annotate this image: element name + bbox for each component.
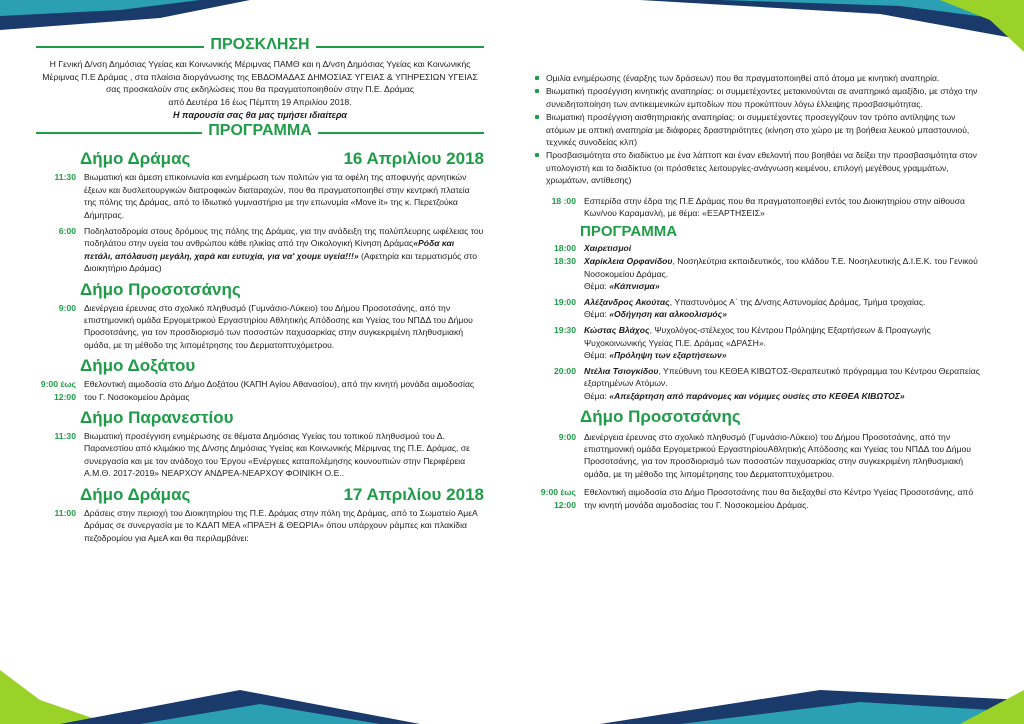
theme-label: Θέμα: [584, 309, 610, 320]
theme-title: «Οδήγηση και αλκοολισμός» [609, 309, 727, 320]
event-time [32, 378, 84, 403]
event-entry [36, 171, 484, 221]
speaker-role: , Υπεύθυνη του ΚΕΘΕΑ ΚΙΒΩΤΟΣ-Θεραπευτικό πρόγραμμα του Κέντρου Θεραπείας εξαρτημένων Ατόμων. [584, 365, 980, 389]
municipality-name: Δήμο Προσοτσάνης [580, 406, 741, 426]
event-entry [36, 507, 484, 544]
event-entry [36, 430, 484, 480]
municipality-name: Δήμο Παρανεστίου [80, 408, 234, 428]
invitation-title: ΠΡΟΣΚΛΗΣΗ [204, 36, 315, 53]
left-column [36, 36, 484, 548]
event-description: Διενέργεια έρευνας στο σχολικό πληθυσμό (Γυμνάσιο-Λύκειο) του Δήμου Προσοτσάνης, από την επιστημονική ομάδα Εργομετρικού Εργαστηρίου Αθλητικής Απόδοσης και Υγείας του ΝΠΔΔ του Δήμου Προσοτσάνης, για τον προσδιορισμό των ποσοστών παχυσαρκίας στην συγκεκριμένη πληθυσμιακή ομάδα, με τη μέθοδο της λιπομέτρησης του Δερματοπτυχόμετρου. [84, 302, 473, 350]
intro-line-4: από Δευτέρα 16 έως Πέμπτη 19 Απριλίου 2018. [168, 96, 352, 107]
theme-title: «Πρόληψη των εξαρτήσεων» [609, 350, 727, 361]
event-entry [532, 486, 984, 511]
event-time: 11:00 [54, 507, 76, 518]
schedule-time: 18:00 [554, 243, 576, 254]
event-description: Βιωματική και άμεση επικοινωνία και ενημέρωση των πολιτών για τα οφέλη της αποφυγής αρνητικών έξεων και δυσλειτουργικών διατροφικών διαταραχών, που θα πραγματοποιηθεί στην κεντρική πλατεία της πόλης της Δράμας, από το Ιδιωτικό γυμναστήριο με την επωνυμία «Move it» της κ. Περετζούκα Δήμητρας. [84, 172, 470, 220]
event-text: (Αφετηρία και τερματισμός στο Διοικητήριο Δράμας) [84, 250, 478, 274]
program-subtitle: ΠΡΟΓΡΑΜΜΑ [580, 223, 678, 241]
intro-line-1: Η Γενική Δ/νση Δημόσιας Υγείας και Κοινωνικής Μέριμνας ΠΑΜΘ και η Δ/νση Δημόσιας Υγείας και Κοινωνικής [49, 59, 471, 69]
event-entry [532, 431, 984, 481]
schedule-row [532, 365, 984, 403]
municipality-heading [80, 356, 484, 376]
list-item: Βιωματική προσέγγιση κινητικής αναπηρίας: οι συμμετέχοντες μετακινούνται σε αναπηρικό αμαξίδιο, με στόχο την συνειδητοποίηση των αντικειμενικών εμποδίων που προκύπτουν λόγω έλλειψης προσβασιμότητας. [532, 85, 984, 110]
event-description: Εθελοντική αιμοδοσία στο Δήμο Δοξάτου (ΚΑΠΗ Αγίου Αθανασίου), από την κινητή μονάδα αιμοδοσίας του Γ. Νοσοκομείου Δράμας [84, 379, 475, 402]
speaker-name: Ντέλια Τσιογκίδου [584, 365, 659, 376]
schedule-detail [584, 324, 984, 362]
schedule-detail [584, 365, 984, 403]
schedule-time: 19:00 [554, 296, 576, 307]
time-start: 9:00 έως [540, 487, 576, 498]
municipality-heading [80, 149, 484, 169]
event-time [532, 486, 584, 511]
event-description: Εσπερίδα στην έδρα της Π.Ε Δράμας που θα πραγματοποιηθεί εντός του Διοικητηρίου στην αίθουσα Κων/νου Καραμανλή, με θέμα: «ΕΞΑΡΤΗΣΕΙΣ» [584, 195, 965, 219]
municipality-heading [80, 280, 484, 300]
event-description: Εθελοντική αιμοδοσία στο Δήμο Προσοτσάνης που θα διεξαχθεί στο Κέντρο Υγείας Προσοτσάνης, από την κινητή μονάδα αιμοδοσίας του Γ. Νοσοκομείου Δράμας. [584, 487, 974, 510]
list-item: Προσβασιμότητα στο διαδίκτυο με ένα λάπτοπ και έναν εθελοντή που βοηθάει να δείξει την προσβασιμότητα στον υπολογιστή και το διαδίκτυο (οι πρόσθετες λειτουργίες-ανάγνωση κειμένου, επιλογή μεγέθους γραμμάτων, χρωμάτων, αντίθεσης) [532, 149, 984, 186]
municipality-heading [80, 485, 484, 505]
event-description [84, 225, 484, 275]
speaker-role: , Υπαστυνόμος Α΄ της Δ/νσης Αστυνομίας Δράμας, Τμήμα τροχαίας. [669, 296, 926, 307]
bottom-left-lime-wave [0, 670, 110, 724]
event-entry [36, 225, 484, 275]
intro-line-2: Μέριμνας Π.Ε Δράμας , στα πλαίσια διοργάνωσης της ΕΒΔΟΜΑΔΑΣ ΔΗΜΟΣΙΑΣ ΥΓΕΙΑΣ & ΥΠΗΡΕΣΙΩΝ ΥΓΕΙΑΣ [42, 71, 478, 82]
schedule-time: 20:00 [554, 365, 576, 376]
speaker-name: Αλέξανδρος Ακούτας [584, 296, 670, 307]
speaker-role: , Ψυχολόγος-στέλεχος του Κέντρου Πρόληψης Εξαρτήσεων & Προαγωγής Ψυχοκοινωνικής Υγείας Π.Ε. Δράμας «ΔΡΑΣΗ». [584, 325, 931, 348]
speaker-name: Χαρίκλεια Ορφανίδου [584, 256, 673, 267]
program-schedule [532, 242, 984, 402]
event-entry [36, 378, 484, 403]
speaker-role: , Νοσηλεύτρια εκπαιδευτικός, του κλάδου Τ.Ε. Νοσηλευτικής Δ.Ι.Ε.Κ. του Γενικού Νοσοκομείου Δράμας. [584, 256, 978, 279]
event-time: 18 :00 [551, 195, 576, 206]
event-slogan: «Ρόδα και πετάλι, απόλαυση μεγάλη, χαρά και ευτυχία, για να' χουμε υγεία!!!» [84, 238, 455, 261]
municipality-name: Δήμο Δράμας [80, 484, 191, 504]
theme-title: «Απεξάρτηση από παράνομες και νόμιμες ουσίες στο ΚΕΘΕΑ ΚΙΒΩΤΟΣ» [609, 391, 905, 401]
schedule-row [532, 324, 984, 362]
intro-text [36, 58, 484, 108]
event-description: Διενέργεια έρευνας στο σχολικό πληθυσμό (Γυμνάσιο-Λύκειο) του Δήμου Προσοτσάνης, από την επιστημονική ομάδα Εργομετρικού ΕργαστηρίουΑθλητικής Απόδοσης και Υγείας του ΝΠΔΔ του Δήμου Προσοτσάνης, για τον προσδιορισμό των ποσοστών παχυσαρκίας στην συγκεκριμένη πληθυσμιακή ομάδα, με τη μέθοδο της λιπομέτρησης του Δερματοπτυχόμετρου. [584, 431, 971, 479]
activity-list [532, 72, 984, 187]
time-start: 9:00 έως [40, 379, 76, 390]
event-entry [36, 302, 484, 352]
municipality-name: Δήμο Δοξάτου [80, 356, 196, 376]
right-column [532, 72, 984, 515]
event-time: 6:00 [58, 226, 76, 236]
theme-label: Θέμα: [584, 350, 610, 361]
event-description: Δράσεις στην περιοχή του Διοικητηρίου της Π.Ε. Δράμας στην πόλη της Δράμας, από το Σωματείο ΑμεΑ Δράμας σε συνεργασία με το ΚΔΑΠ ΜΕΑ «ΠΡΑΞΗ & ΘΕΩΡΙΑ» όπου υπάρχουν ράμπες και πλακίδια πεζοδρομίου για ΑμεΑ και θα περιλαμβάνει: [84, 507, 478, 543]
theme-label: Θέμα: [584, 391, 610, 401]
event-time: 9:00 [58, 302, 76, 313]
event-description: Βιωματική προσέγγιση ενημέρωσης σε θέματα Δημόσιας Υγείας του τοπικού πληθυσμού του Δ. Παρανεστίου από κλιμάκιο της Δ/νσης Δημόσιας Υγείας και Κοινωνικής Μέριμνας της Π.Ε. Δράμας, σε συνεργασία και με τον ανάδοχο του Έργου «Ενέργειες καταπολέμησης κουνουπιών στην Περιφέρεια Α.Μ.Θ. 2017-2019» ΝΕΑΡΧΟΥ ΑΝΔΡΕΑ-ΝΕΑΡΧΟΥ ΦΟΙΝΙΚΗ Ο.Ε.. [84, 431, 470, 479]
schedule-row [532, 242, 984, 255]
speaker-name: Χαιρετισμοί [584, 243, 632, 254]
schedule-time: 18:30 [554, 256, 576, 267]
event-time: 9:00 [558, 431, 576, 442]
time-end: 12:00 [554, 499, 576, 510]
event-entry [532, 195, 984, 220]
schedule-detail [584, 255, 984, 293]
presence-line: Η παρουσία σας θα μας τιμήσει ιδιαίτερα [172, 110, 348, 121]
time-end: 12:00 [54, 391, 76, 402]
municipality-name: Δήμο Προσοτσάνης [80, 279, 241, 299]
list-item: Ομιλία ενημέρωσης (έναρξης των δράσεων) που θα πραγματοποιηθεί από άτομα με κινητική αναπηρία. [532, 72, 984, 84]
program-heading [36, 122, 484, 144]
event-date: 16 Απριλίου 2018 [343, 149, 484, 169]
program-title: ΠΡΟΓΡΑΜΜΑ [202, 122, 318, 139]
event-date: 17 Απριλίου 2018 [343, 484, 484, 504]
intro-line-3: σας προσκαλούν στις εκδηλώσεις που θα πραγματοποιηθούν στην Π.Ε. Δράμας [105, 84, 415, 95]
schedule-detail [584, 296, 984, 321]
event-time: 11:30 [54, 172, 76, 183]
municipality-heading [80, 408, 484, 428]
schedule-row [532, 296, 984, 321]
speaker-name: Κώστας Βλάχος [584, 325, 650, 336]
theme-title: «Κάπνισμα» [609, 281, 660, 292]
theme-label: Θέμα: [584, 281, 610, 292]
municipality-name: Δήμο Δράμας [80, 149, 191, 169]
event-text: Ποδηλατοδρομία στους δρόμους της πόλης της Δράμας, για την ανάδειξη της πολύπλευρης ωφέλειας του ποδηλάτου στην υγεία του ανθρώπου κάθε ηλικίας από την Οικολογική Κίνηση Δράμας [84, 226, 484, 249]
schedule-row [532, 255, 984, 293]
list-item: Βιωματική προσέγγιση αισθητηριακής αναπηρίας: οι συμμετέχοντες προσεγγίζουν τον τρόπο αντίληψης των ατόμων με οπτική αναπηρία με διάφορες δραστηριότητες (κίνηση στο χώρο με τη βοήθεια λευκού μπαστουνιού, τεχνικές συνοδείας κλπ) [532, 111, 984, 148]
schedule-time: 19:30 [554, 325, 576, 336]
invitation-heading [36, 36, 484, 58]
event-time: 11:30 [54, 431, 76, 442]
schedule-detail [584, 242, 984, 255]
